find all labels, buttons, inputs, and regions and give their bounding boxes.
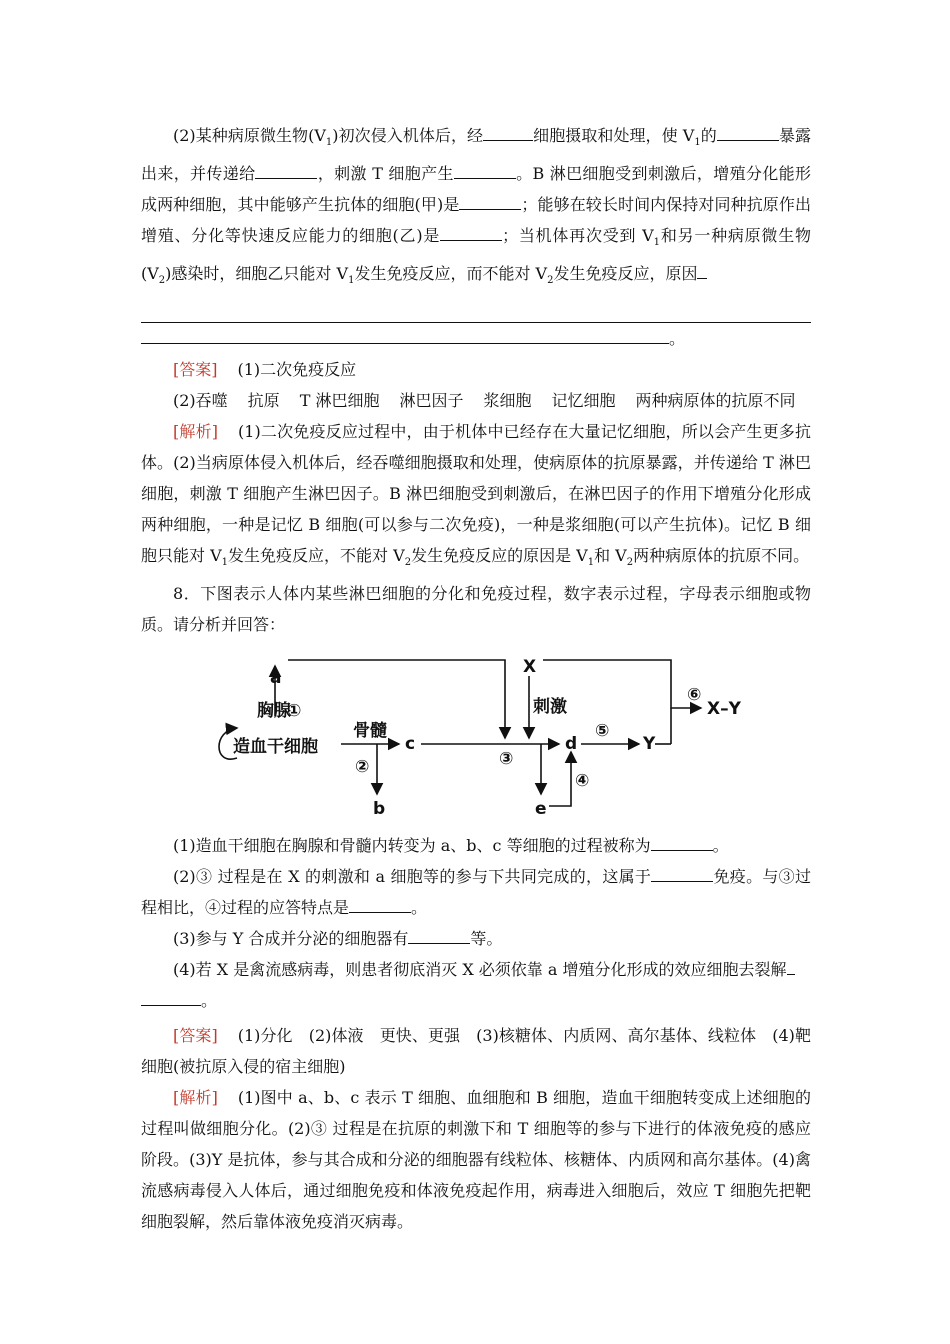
explain-tag: [解析] bbox=[173, 421, 219, 441]
label-a: a bbox=[270, 667, 282, 688]
q8-part2: (2)③ 过程是在 X 的刺激和 a 细胞等的参与下共同完成的，这属于 免疫。与③过程相比，④过程的应答特点是 。 bbox=[141, 861, 811, 923]
q7-answer-line-end: 。 bbox=[141, 323, 811, 354]
label-c: c bbox=[405, 733, 416, 754]
answer-blank[interactable] bbox=[651, 832, 713, 851]
q7-answer-items: (2)吞噬 抗原 T 淋巴细胞 淋巴因子 浆细胞 记忆细胞 两种病原体的抗原不同 bbox=[173, 390, 796, 410]
q7-explanation: [解析] (1)二次免疫反应过程中，由于机体中已经存在大量记忆细胞，所以会产生更多抗体。(2)当病原体侵入机体后，经吞噬细胞摄取和处理，使病原体的抗原暴露，并传递给 T 淋巴细胞，刺激 T 细胞产生淋巴因子。B 淋巴细胞受到刺激后，在淋巴因子的作用下增殖分化形成两种细胞，一种是记忆 B 细胞(可以参与二次免疫)，一种是浆细胞(可以产生抗体)。记忆 B 细胞只能对 $V_1$发生免疫反应，不能对 $V_2$发生免疫反应的原因是 $V_1$和 $V_2$两种病原体的抗原不同。 bbox=[141, 421, 811, 568]
answer-blank[interactable] bbox=[454, 160, 516, 179]
q8-explanation: [解析] (1)图中 a、b、c 表示 T 细胞、血细胞和 B 细胞，造血干细胞转变成上述细胞的过程叫做细胞分化。(2)③ 过程是在抗原的刺激下和 T 细胞等的参与下进行的体液免疫的感应阶段。(3)Y 是抗体，参与其合成和分泌的细胞器有线粒体、核糖体、内质网和高尔基体。(4)禽流感病毒侵入人体后，通过细胞免疫和体液免疫起作用，病毒进入细胞后，效应 T 细胞先把靶细胞裂解，然后靠体液免疫消灭病毒。 bbox=[141, 1087, 811, 1231]
answer-blank[interactable] bbox=[408, 925, 470, 944]
answer-blank[interactable] bbox=[255, 160, 317, 179]
document-page bbox=[141, 120, 811, 1237]
q8-part3: (3)参与 Y 合成并分泌的细胞器有 等。 bbox=[141, 923, 811, 954]
answer-blank[interactable] bbox=[349, 894, 411, 913]
label-stim: 刺激 bbox=[533, 696, 567, 717]
answer-blank[interactable] bbox=[717, 122, 779, 141]
answer-line[interactable] bbox=[141, 297, 811, 323]
label-e: e bbox=[535, 798, 547, 818]
answer-tag: [答案] bbox=[173, 359, 218, 379]
label-d: d bbox=[565, 733, 578, 754]
label-marrow: 骨髓 bbox=[353, 720, 387, 741]
q8-part4: (4)若 X 是禽流感病毒，则患者彻底消灭 X 必须依靠 a 增殖分化形成的效应细胞去裂解 。 bbox=[141, 954, 811, 1016]
q8-answer: [答案] (1)分化 (2)体液 更快、更强 (3)核糖体、内质网、高尔基体、线粒体 (4)靶细胞(被抗原入侵的宿主细胞) bbox=[141, 1025, 811, 1076]
lymphocyte-diagram bbox=[141, 648, 811, 818]
label-n3: ③ bbox=[499, 748, 514, 769]
answer-blank[interactable] bbox=[141, 987, 201, 1006]
q7-answer: [答案] (1)二次免疫反应 bbox=[173, 359, 357, 379]
label-n6: ⑥ bbox=[687, 684, 702, 705]
q7-part2-paragraph: (2)某种病原微生物$(V_1)$初次侵入机体后，经 细胞摄取和处理，使 $V_1$的 暴露出来，并传递给 ，刺激 T 细胞产生 。B 淋巴细胞受到刺激后，增殖分化能形成两种细胞，其中能够产生抗体的细胞(甲)是 ；能够在较长时间内保持对同种抗原作出增殖、分化等快速反应能力的细胞(乙)是 ；当机体再次受到 $V_1$和另一种病原微生物$(V_2)$感染时，细胞乙只能对 $V_1$发生免疫反应，而不能对 $V_2$发生免疫反应，原因 bbox=[141, 120, 811, 297]
answer-blank[interactable] bbox=[459, 191, 521, 210]
label-stem-cell: 造血干细胞 bbox=[233, 736, 318, 757]
answer-blank[interactable] bbox=[141, 325, 669, 344]
label-n5: ⑤ bbox=[595, 720, 610, 741]
answer-tag: [答案] bbox=[173, 1025, 218, 1045]
arrow-e-to-d bbox=[549, 752, 571, 806]
label-n2: ② bbox=[355, 756, 370, 777]
label-b: b bbox=[373, 798, 386, 818]
label-n1: ① bbox=[287, 700, 302, 721]
diagram-svg bbox=[141, 648, 811, 818]
q8-part1: (1)造血干细胞在胸腺和骨髓内转变为 a、b、c 等细胞的过程被称为 。 bbox=[141, 830, 811, 861]
q8-stem: 8．下图表示人体内某些淋巴细胞的分化和免疫过程，数字表示过程，字母表示细胞或物质。请分析并回答： bbox=[141, 583, 811, 634]
label-y: Y bbox=[643, 733, 656, 754]
label-x: X bbox=[523, 656, 537, 677]
arrow-a-to-3 bbox=[288, 660, 505, 738]
label-xy: X–Y bbox=[707, 698, 741, 719]
answer-blank[interactable] bbox=[787, 956, 795, 975]
explain-tag: [解析] bbox=[173, 1087, 218, 1107]
answer-blank[interactable] bbox=[483, 122, 533, 141]
answer-blank[interactable] bbox=[440, 222, 502, 241]
label-n4: ④ bbox=[575, 770, 590, 791]
label-thymus: 胸腺 bbox=[257, 700, 291, 721]
answer-blank[interactable] bbox=[697, 260, 707, 279]
answer-blank[interactable] bbox=[651, 863, 713, 882]
